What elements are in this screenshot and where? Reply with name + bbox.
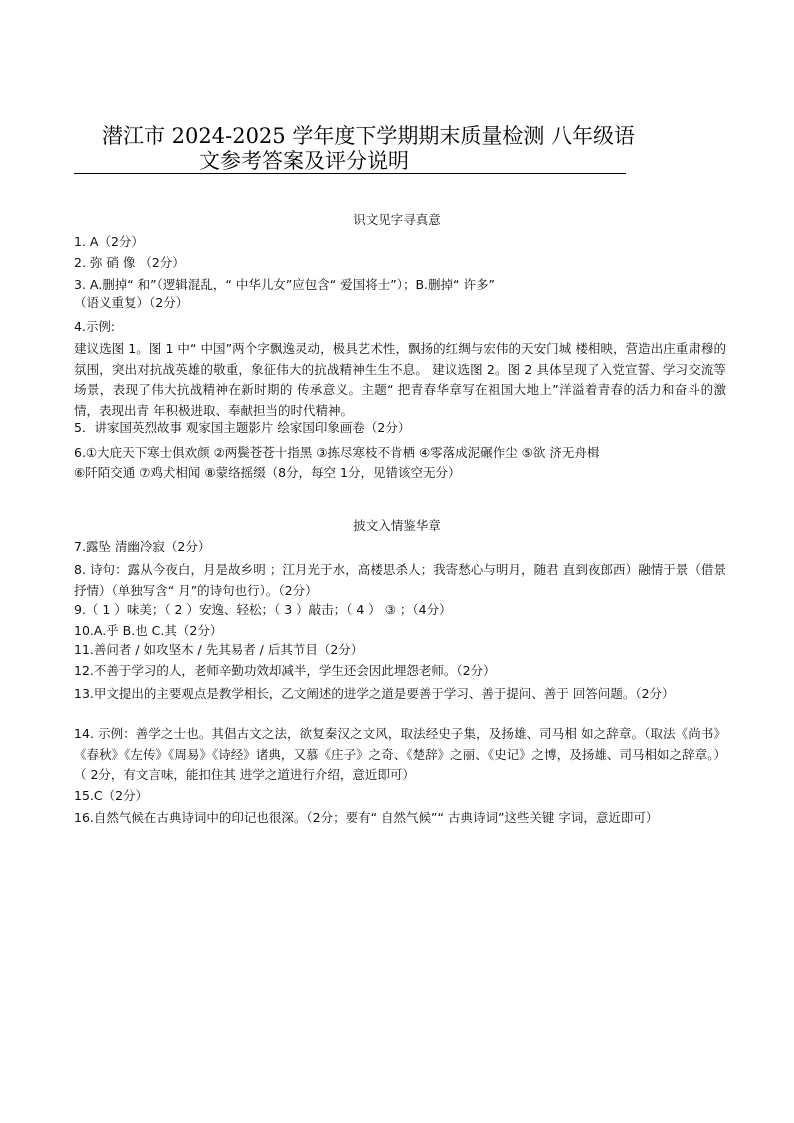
answer-6-line-1: 6.①大庇天下寒士俱欢颜 ②两鬓苍苍十指黑 ③拣尽寒枝不肯栖 ④零落成泥碾作尘 ⑤欲 济无舟楫: [74, 445, 600, 460]
answer-1: 1. A（2分）: [74, 234, 144, 249]
section-heading-2: 披文入情鉴华章: [353, 518, 441, 533]
answer-15: 15.C（2分）: [74, 788, 149, 803]
document-title: [102, 124, 722, 174]
answer-2: 2. 弥 硝 像 （2分）: [74, 255, 185, 270]
answer-8: 8. 诗句：露从今夜白，月是故乡明 ；江月光于水，高楼思杀人；我寄愁心与明月，随君 直到夜郎西）融情于景（借景抒情）（单独写含“ 月”的诗句也行）。（2分）: [74, 562, 726, 598]
section-heading-1: 识文见字寻真意: [353, 212, 441, 227]
answer-3-line-1: 3. A.删掉“ 和”（逻辑混乱，“ 中华儿女”应包含“ 爱国将士”）；B.删掉“ 许多”: [74, 277, 495, 292]
title-line-2: 文参考答案及评分说明: [199, 149, 409, 173]
answer-12: 12.不善于学习的人，老师辛勤功效却减半，学生还会因此埋怨老师。（2分）: [74, 663, 496, 678]
title-line-1: 潜江市 2024-2025 学年度下学期期末质量检测 八年级语: [102, 124, 636, 148]
answer-10: 10.A.乎 B.也 C.其（2分）: [74, 623, 223, 638]
answer-4-heading: 4.示例:: [74, 319, 116, 334]
answer-11: 11.善问者 / 如攻坚木 / 先其易者 / 后其节目（2分）: [74, 642, 364, 657]
answer-9: 9.（ 1 ）味美；（ 2 ）安逸、轻松；（ 3 ）敲击；（ 4 ） ③ ；（4分）: [74, 602, 452, 617]
answer-3-line-2: （语义重复）（2分）: [74, 295, 189, 310]
answer-6-line-2: ⑥阡陌交通 ⑦鸡犬相闻 ⑧蒙络摇缀（8分，每空 1分，见错该空无分）: [74, 465, 461, 480]
answer-16: 16.自然气候在古典诗词中的印记也很深。（2分；要有“ 自然气候”“ 古典诗词”这些关键 字词，意近即可）: [74, 810, 659, 825]
answer-7: 7.露坠 清幽冷寂（2分）: [74, 539, 211, 554]
answer-5: 5．讲家国英烈故事 观家国主题影片 绘家国印象画卷（2分）: [74, 420, 411, 435]
answer-14: 14. 示例：善学之士也。其倡古文之法，欲复秦汉之文风，取法经史子集，及扬雄、司马相 如之辞章。（取法《尚书》《春秋》《左传》《周易》《诗经》诸典，又慕《庄子》之奇、《楚辞》之丽、《史记》之博，及扬雄、司马相如之辞章。）（ 2分，有文言味，能扣住其 进学之道进行介绍，意近即可）: [74, 726, 726, 782]
title-underline: [74, 173, 626, 174]
answer-4-body: 建议选图 1。图 1 中“ 中国”两个字飘逸灵动，极具艺术性，飘扬的红绸与宏伟的天安门城 楼相映，营造出庄重肃穆的氛围，突出对抗战英雄的敬重，象征伟大的抗战精神生生不息。 建议选图 2。图 2 具体呈现了入党宣誓、学习交流等场景，表现了伟大抗战精神在新时期的 传承意义。主题“ 把青春华章写在祖国大地上”洋溢着青春的活力和奋斗的激情，表现出青 年积极进取、奉献担当的时代精神。: [74, 341, 726, 418]
answer-13: 13.甲文提出的主要观点是教学相长，乙文阐述的进学之道是要善于学习、善于提问、善于 回答问题。（2分）: [74, 686, 675, 701]
